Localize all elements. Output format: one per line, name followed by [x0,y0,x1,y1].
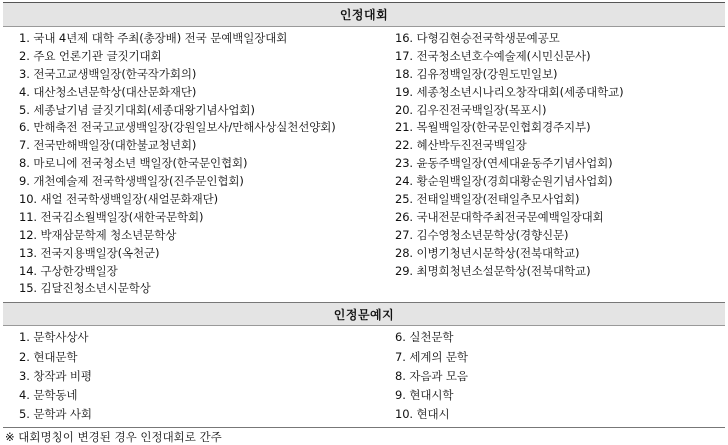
recognition-list [3,2,725,445]
list-item: 2. 주요 언론기관 글짓기대회 [19,48,162,63]
list-item: 6. 만해축전 전국고교생백일장(강원일보사/만해사상실천선양회) [19,120,336,135]
list-item: 9. 개천예술제 전국학생백일장(진주문인협회) [19,174,244,189]
list-item: 6. 실천문학 [395,330,454,345]
list-item: 1. 국내 4년제 대학 주최(총장배) 전국 문예백일장대회 [19,31,288,45]
list-item: 4. 문학동네 [19,387,78,402]
list-item: 26. 국내전문대학주최전국문예백일장대회 [395,209,604,224]
contests-header: 인정대회 [3,3,725,27]
list-item: 24. 황순원백일장(경희대황순원기념사업회) [395,174,613,189]
list-item: 19. 세종청소년시나리오창작대회(세종대학교) [395,84,624,99]
list-item: 18. 김유정백일장(강원도민일보) [395,66,558,81]
list-item: 27. 김수영청소년문학상(경향신문) [395,227,569,242]
list-item: 4. 대산청소년문학상(대산문화재단) [19,84,197,99]
list-item: 7. 전국만해백일장(대한불교청년회) [19,138,197,153]
contests-table [3,2,725,428]
contests-left-column [3,30,395,298]
list-item: 9. 현대시학 [395,387,454,402]
list-item: 5. 세종날기념 글짓기대회(세종대왕기념사업회) [19,102,255,117]
list-item: 2. 현대문학 [19,349,78,364]
list-item: 25. 전태일백일장(전태일추모사업회) [395,192,580,207]
list-item: 7. 세계의 문학 [395,349,468,364]
journals-right-column [395,328,725,424]
list-item: 28. 이병기청년시문학상(전북대학교) [395,245,580,260]
list-item: 16. 다형김현승전국학생문예공모 [395,31,560,45]
journals-header: 인정문예지 [3,302,725,326]
list-item: 10. 새얼 전국학생백일장(새얼문화재단) [19,192,219,207]
list-item: 5. 문학과 사회 [19,407,92,422]
contests-body [3,27,725,302]
list-item: 23. 윤동주백일장(연세대윤동주기념사업회) [395,156,613,171]
list-item: 1. 문학사상사 [19,330,89,345]
footnote: ※ 대회명칭이 변경된 경우 인정대회로 간주 [5,430,222,445]
list-item: 12. 박재삼문학제 청소년문학상 [19,227,177,242]
list-item: 8. 자음과 모음 [395,368,468,383]
list-item: 17. 전국청소년호수예술제(시민신문사) [395,48,591,63]
list-item: 13. 전국지용백일장(옥천군) [19,245,160,260]
list-item: 3. 전국고교생백일장(한국작가회의) [19,66,197,81]
list-item: 15. 김달진청소년시문학상 [19,281,151,296]
list-item: 20. 김우진전국백일장(목포시) [395,102,547,117]
list-item: 3. 창작과 비평 [19,368,92,383]
list-item: 14. 구상한강백일장 [19,263,118,278]
journals-left-column [3,328,395,424]
contests-right-column [395,30,725,298]
list-item: 11. 전국김소월백일장(새한국문학회) [19,209,204,224]
list-item: 29. 최명희청년소설문학상(전북대학교) [395,263,591,278]
journals-body [3,326,725,427]
list-item: 21. 목월백일장(한국문인협회경주지부) [395,120,591,135]
list-item: 8. 마로니에 전국청소년 백일장(한국문인협회) [19,156,248,171]
list-item: 10. 현대시 [395,407,450,422]
list-item: 22. 혜산박두진전국백일장 [395,138,527,153]
